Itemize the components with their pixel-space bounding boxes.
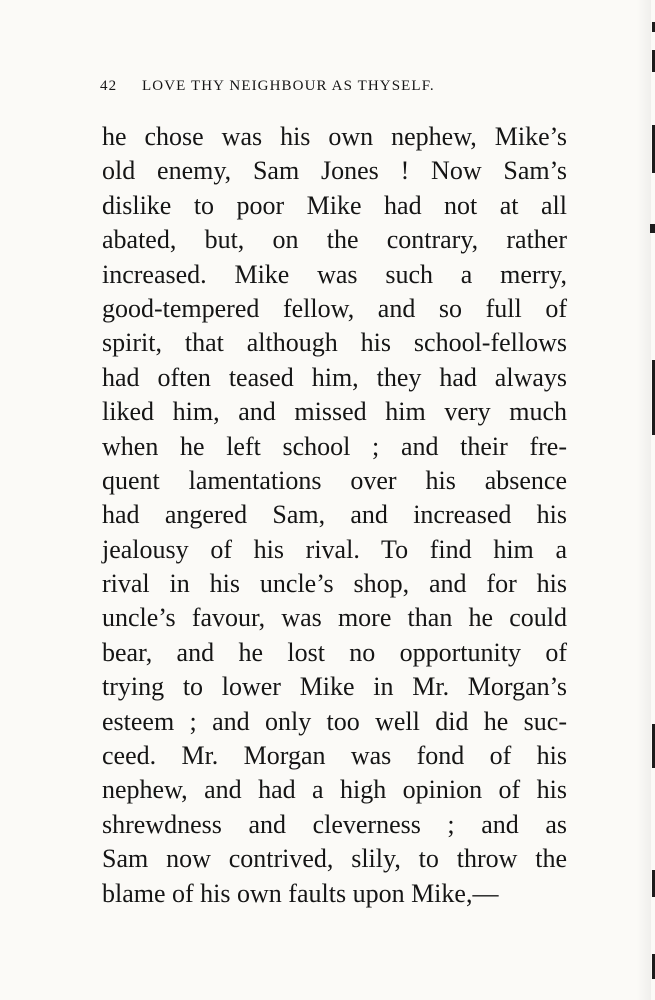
- text-line: Sam now contrived, slily, to throw the: [102, 844, 567, 874]
- text-line: nephew, and had a high opinion of his: [102, 775, 567, 805]
- text-line: trying to lower Mike in Mr. Morgan’s: [102, 672, 567, 702]
- text-line: he chose was his own nephew, Mike’s: [102, 122, 567, 151]
- text-line: blame of his own faults upon Mike,—: [102, 878, 499, 908]
- page-number: 42: [100, 78, 118, 94]
- text-line: had angered Sam, and increased his: [102, 500, 567, 530]
- text-line: jealousy of his rival. To find him a: [102, 534, 567, 564]
- running-title: LOVE THY NEIGHBOUR AS THYSELF.: [142, 78, 435, 94]
- text-line: quent lamentations over his absence: [102, 465, 567, 495]
- text-line: uncle’s favour, was more than he could: [102, 603, 567, 633]
- text-line: spirit, that although his school-fellows: [102, 328, 567, 358]
- body-text: [102, 120, 567, 911]
- text-line: liked him, and missed him very much: [102, 397, 567, 427]
- text-line: old enemy, Sam Jones ! Now Sam’s: [102, 156, 567, 186]
- text-line: abated, but, on the contrary, rather: [102, 225, 567, 255]
- text-line: shrewdness and cleverness ; and as: [102, 809, 567, 839]
- text-line: ceed. Mr. Morgan was fond of his: [102, 741, 567, 771]
- text-line: dislike to poor Mike had not at all: [102, 190, 567, 220]
- page-gutter-shadow: [637, 0, 651, 1000]
- text-line: increased. Mike was such a merry,: [102, 259, 567, 289]
- running-header: [100, 78, 570, 102]
- text-line: when he left school ; and their fre-: [102, 431, 567, 461]
- text-line: esteem ; and only too well did he suc-: [102, 706, 567, 736]
- text-line: rival in his uncle’s shop, and for his: [102, 569, 567, 599]
- text-line: good-tempered fellow, and so full of: [102, 293, 567, 323]
- edge-mark: [650, 224, 655, 233]
- text-line: bear, and he lost no opportunity of: [102, 637, 567, 667]
- text-line: had often teased him, they had always: [102, 362, 567, 392]
